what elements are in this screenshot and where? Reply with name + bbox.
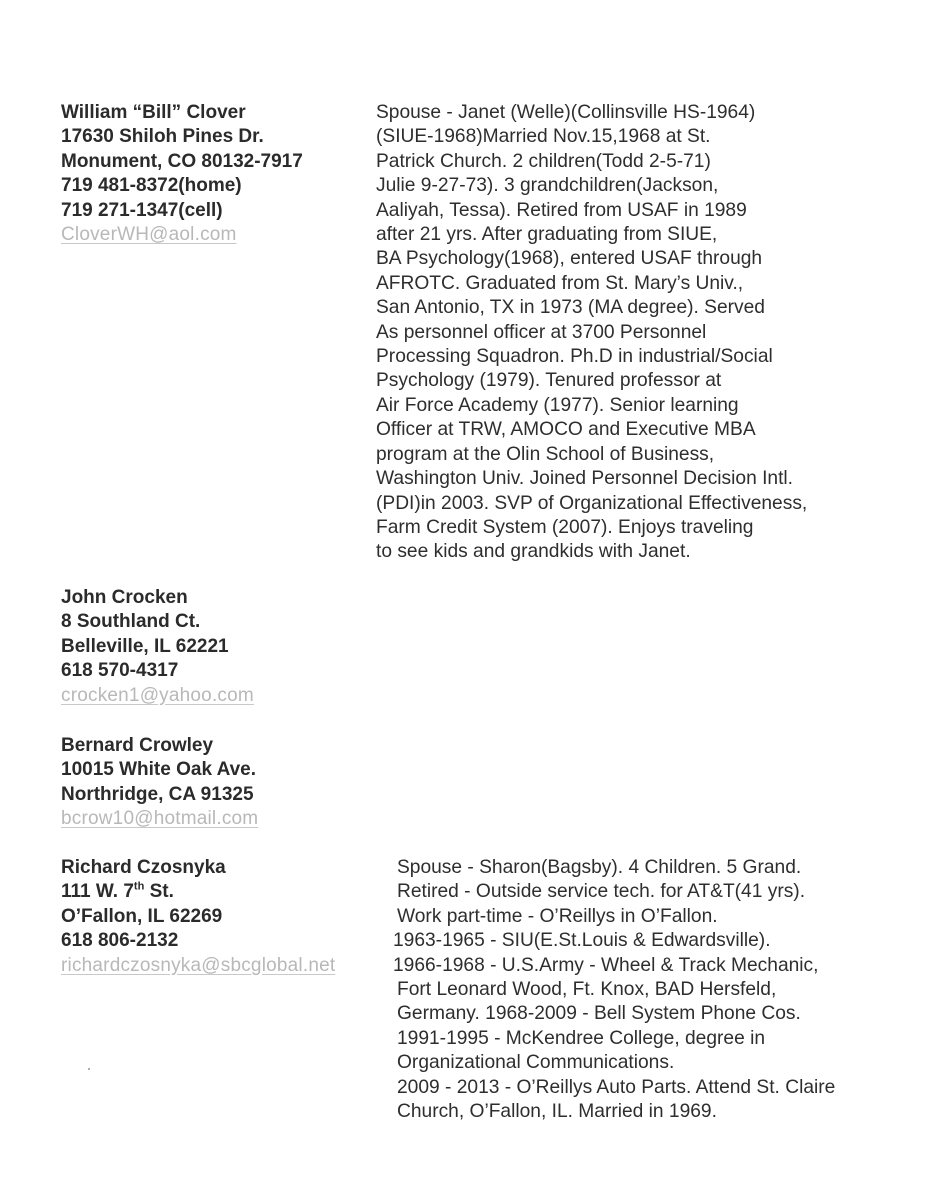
bio-line: Air Force Academy (1977). Senior learning — [376, 394, 739, 416]
bio-line: Work part-time - O’Reillys in O’Fallon. — [397, 905, 718, 927]
contact-address — [61, 880, 335, 904]
bio-line: program at the Olin School of Business, — [376, 443, 715, 465]
bio-line: Washington Univ. Joined Personnel Decision Intl. — [376, 468, 794, 490]
contact-block-crocken — [61, 586, 254, 708]
bio-line: Germany. 1968-2009 - Bell System Phone Cos. — [397, 1003, 801, 1025]
contact-address: 8 Southland Ct. — [61, 611, 201, 633]
contact-name: William “Bill” Clover — [61, 102, 246, 123]
bio-line: 1966-1968 - U.S.Army - Wheel & Track Mechanic, — [393, 954, 819, 976]
address-street: St. — [144, 881, 174, 903]
bio-line: 2009 - 2013 - O’Reillys Auto Parts. Attend St. Claire — [397, 1076, 836, 1098]
contact-name: Richard Czosnyka — [61, 857, 226, 878]
contact-city: O’Fallon, IL 62269 — [61, 905, 223, 927]
bio-line: San Antonio, TX in 1973 (MA degree). Served — [376, 297, 765, 319]
contact-email-link[interactable]: crocken1@yahoo.com — [61, 684, 254, 706]
bio-line: Spouse - Sharon(Bagsby). 4 Children. 5 Grand. — [397, 857, 802, 878]
bio-line: 1963-1965 - SIU(E.St.Louis & Edwardsville). — [393, 930, 771, 952]
bio-line: (SIUE-1968)Married Nov.15,1968 at St. — [376, 126, 711, 148]
bio-line: Farm Credit System (2007). Enjoys traveling — [376, 516, 754, 538]
scan-speck — [88, 1068, 90, 1070]
bio-line: Spouse - Janet (Welle)(Collinsville HS-1964) — [376, 102, 756, 123]
contact-email-link[interactable]: CloverWH@aol.com — [61, 224, 237, 246]
bio-line: Patrick Church. 2 children(Todd 2-5-71) — [376, 150, 711, 172]
bio-line: Retired - Outside service tech. for AT&T(41 yrs). — [397, 881, 806, 903]
bio-line: Officer at TRW, AMOCO and Executive MBA — [376, 419, 756, 441]
bio-line: (PDI)in 2003. SVP of Organizational Effectiveness, — [376, 492, 808, 514]
contact-block-crowley — [61, 734, 258, 832]
contact-city: Monument, CO 80132-7917 — [61, 150, 303, 172]
bio-line: Fort Leonard Wood, Ft. Knox, BAD Hersfeld, — [397, 979, 777, 1001]
bio-line: 1991-1995 - McKendree College, degree in — [397, 1027, 766, 1049]
bio-line: As personnel officer at 3700 Personnel — [376, 321, 707, 343]
address-number: 111 W. 7 — [61, 881, 134, 903]
contact-email-link[interactable]: bcrow10@hotmail.com — [61, 808, 259, 830]
address-suffix: th — [133, 881, 145, 894]
contact-name: John Crocken — [61, 587, 188, 608]
contact-block-clover — [61, 101, 303, 247]
contact-phone-cell: 719 271-1347(cell) — [61, 199, 223, 221]
contact-address: 10015 White Oak Ave. — [61, 759, 257, 781]
contact-email-link[interactable]: richardczosnyka@sbcglobal.net — [61, 954, 336, 976]
contact-phone: 618 806-2132 — [61, 930, 179, 952]
contact-address: 17630 Shiloh Pines Dr. — [61, 126, 264, 148]
contact-phone: 618 570-4317 — [61, 660, 179, 682]
bio-line: Psychology (1979). Tenured professor at — [376, 370, 722, 392]
contact-phone-home: 719 481-8372(home) — [61, 175, 242, 197]
contact-city: Northridge, CA 91325 — [61, 783, 254, 805]
bio-block-czosnyka — [393, 856, 836, 1124]
contact-block-czosnyka — [61, 856, 335, 978]
bio-line: AFROTC. Graduated from St. Mary’s Univ., — [376, 272, 744, 294]
bio-line: Aaliyah, Tessa). Retired from USAF in 1989 — [376, 199, 747, 221]
bio-line: Processing Squadron. Ph.D in industrial/Social — [376, 346, 773, 368]
bio-line: Julie 9-27-73). 3 grandchildren(Jackson, — [376, 175, 719, 197]
contact-city: Belleville, IL 62221 — [61, 635, 229, 657]
contact-name: Bernard Crowley — [61, 735, 214, 756]
bio-line: Church, O’Fallon, IL. Married in 1969. — [397, 1101, 717, 1123]
bio-line: BA Psychology(1968), entered USAF through — [376, 248, 763, 270]
bio-line: after 21 yrs. After graduating from SIUE, — [376, 224, 718, 246]
bio-line: Organizational Communications. — [397, 1052, 675, 1074]
bio-block-clover — [376, 101, 807, 565]
bio-line: to see kids and grandkids with Janet. — [376, 541, 691, 563]
